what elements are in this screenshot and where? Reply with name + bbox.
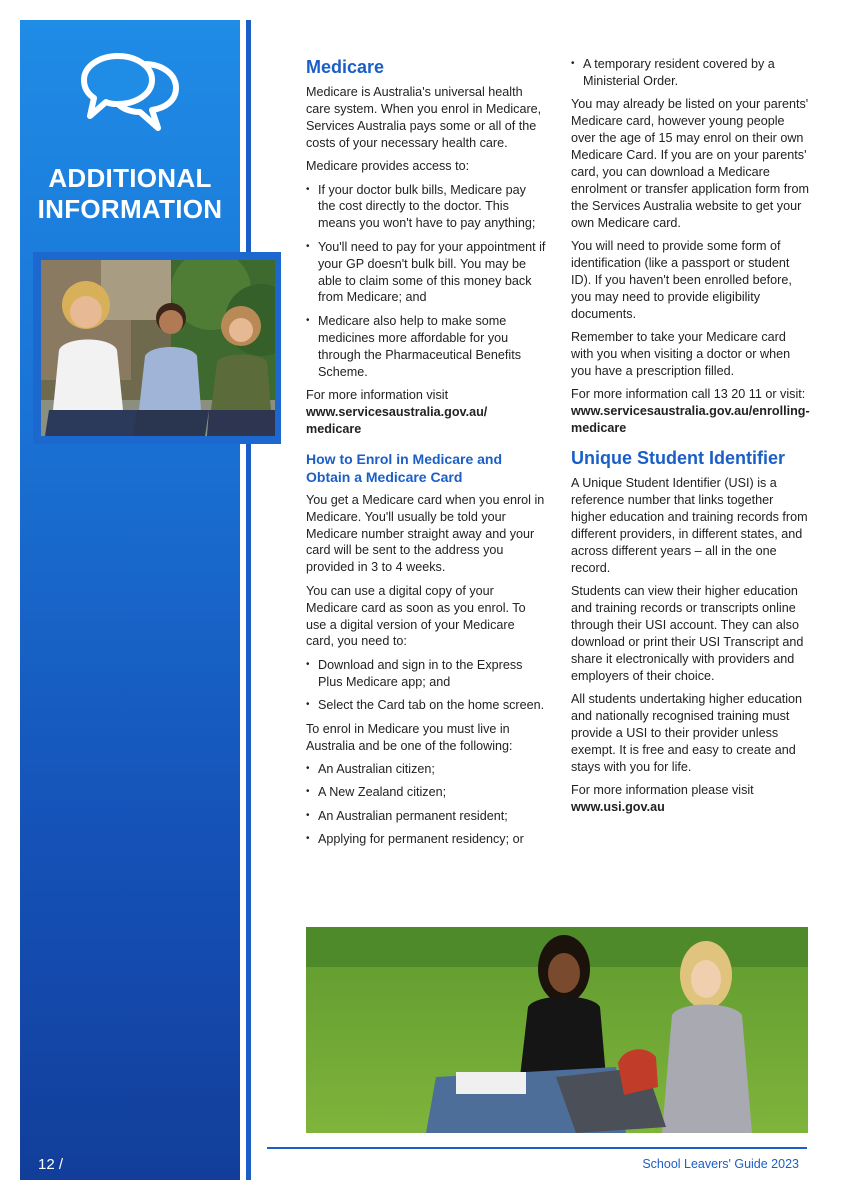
chat-bubbles-icon (80, 52, 180, 136)
medicare-more-info (306, 387, 546, 438)
sidebar-stripe (246, 20, 251, 1180)
usi-link[interactable]: www.usi.gov.au (571, 799, 665, 814)
section-title (20, 163, 240, 225)
students-studying-photo (306, 927, 808, 1133)
enrol-paragraph-6: Remember to take your Medicare card with you when visiting a doctor or when you have a prescription filled. (571, 330, 791, 378)
list-item: • An Australian permanent resident; (306, 808, 546, 825)
footer-guide-title: School Leavers' Guide 2023 (642, 1157, 799, 1171)
list-item: • An Australian citizen; (306, 761, 546, 778)
list-item: • If your doctor bulk bills, Medicare pay the cost directly to the doctor. This means you won't have to pay anything; (306, 182, 546, 233)
more-info-text: For more information please visit (571, 782, 754, 797)
digital-card-steps (306, 657, 546, 714)
list-item: • A New Zealand citizen; (306, 784, 546, 801)
section-title-line2: INFORMATION (37, 194, 223, 224)
medicare-access-intro: Medicare provides access to: (306, 159, 470, 174)
page-number: 12 / (38, 1156, 64, 1173)
medicare-intro: Medicare is Australia's universal health care system. When you enrol in Medicare, Services Australia pays some or all of the costs of your necessary health care. (306, 85, 542, 150)
list-item: • Medicare also help to make some medicines more affordable for you through the Pharmaceutical Benefits Scheme. (306, 313, 546, 381)
medicare-link[interactable]: www.servicesaustralia.gov.au/ medicare (306, 404, 488, 436)
section-title-line1: ADDITIONAL (48, 163, 212, 193)
list-item: • A temporary resident covered by a Ministerial Order. (571, 56, 811, 90)
enrol-paragraph-3: To enrol in Medicare you must live in Australia and be one of the following: (306, 721, 513, 753)
enrol-paragraph-2: You can use a digital copy of your Medicare card as soon as you enrol. To use a digital version of your Medicare card, you need to: (306, 583, 526, 649)
list-item: • Download and sign in to the Express Plus Medicare app; and (306, 657, 546, 691)
eligibility-list (306, 761, 546, 848)
footer-divider (267, 1147, 807, 1149)
usi-paragraph-2: Students can view their higher education and training records or transcripts online through their USI account. They can also download or print their USI Transcript and share it electronically with providers and employers of their choice. (571, 583, 804, 683)
more-info-text: For more information call 13 20 11 or visit: (571, 387, 806, 402)
usi-paragraph-1: A Unique Student Identifier (USI) is a reference number that links together higher education and training records from different providers, in different states, and across different years – all in the one record. (571, 476, 808, 575)
enrol-paragraph-1: You get a Medicare card when you enrol in Medicare. You'll usually be told your Medicare number straight away and your card will be sent to the address you provided in 3 to 4 weeks. (306, 492, 545, 575)
usi-heading: Unique Student Identifier (571, 448, 785, 469)
enrol-heading: How to Enrol in Medicare and Obtain a Medicare Card (306, 450, 503, 485)
content-column-left (306, 56, 546, 855)
enrol-paragraph-5: You will need to provide some form of identification (like a passport or student ID). If you haven't been enrolled before, you may need to provide eligibility documents. (571, 239, 792, 321)
enrol-paragraph-4: You may already be listed on your parents' Medicare card, however young people over the age of 15 may enrol on their own Medicare Card. If you are on your parents' card, you can download a Medicare enrolment or transfer application form from the Services Australia website to get your own Medicare card. (571, 97, 809, 230)
list-item: • Applying for permanent residency; or (306, 831, 546, 848)
medicare-heading: Medicare (306, 57, 385, 77)
more-info-text: For more information visit (306, 388, 449, 402)
enrolling-medicare-link[interactable]: www.servicesaustralia.gov.au/enrolling-medicare (571, 404, 810, 436)
students-group-photo (41, 260, 275, 436)
medicare-access-list (306, 182, 546, 381)
list-item: • You'll need to pay for your appointment if your GP doesn't bulk bill. You may be able to claim some of this money back from Medicare; and (306, 239, 546, 307)
content-column-right (571, 56, 811, 822)
usi-more-info (571, 782, 811, 816)
usi-paragraph-3: All students undertaking higher education and nationally recognised training must provide a USI to their provider unless exempt. It is free and easy to create and stays with you for life. (571, 691, 803, 774)
eligibility-list-continued (571, 56, 811, 90)
enrol-more-info (571, 386, 811, 437)
list-item: • Select the Card tab on the home screen. (306, 697, 546, 714)
